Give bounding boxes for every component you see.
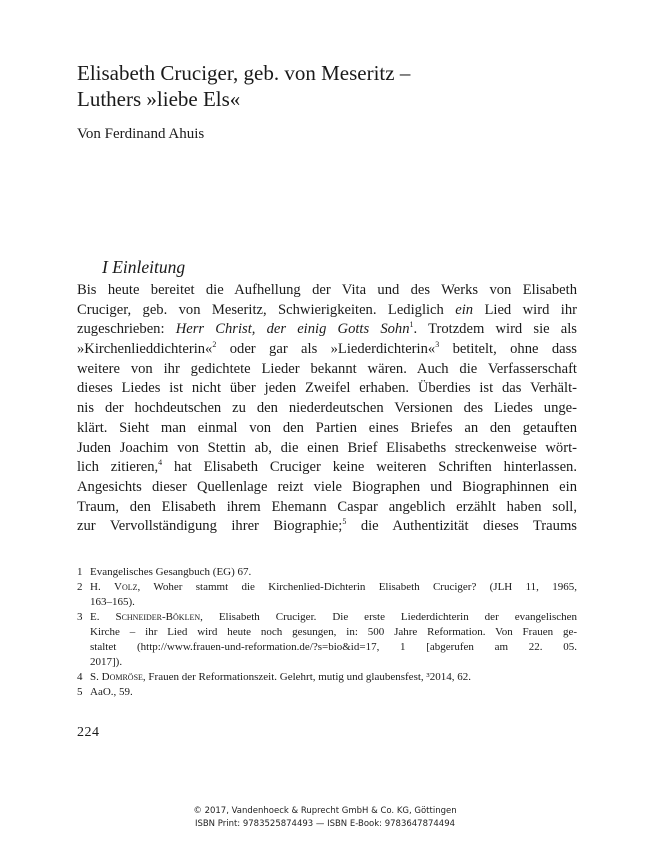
footnote-1 <box>77 565 577 580</box>
article-title-line-1: Elisabeth Cruciger, geb. von Meseritz – <box>77 61 411 85</box>
footnote-number: 2 <box>77 581 83 593</box>
article-title-line-2: Luthers »liebe Els« <box>77 87 241 111</box>
footnote-number: 1 <box>77 566 83 578</box>
body-line: lich zitieren,$^4$ hat Elisabeth Cruciger keine weiteren Schriften hinterlassen. <box>77 458 577 476</box>
section-heading: I Einleitung <box>102 257 186 277</box>
footnote-text: 163–165). <box>90 596 135 608</box>
footnote-ref[interactable]: 5 <box>342 517 347 527</box>
footnote-2 <box>77 580 577 610</box>
footnote-ref[interactable]: 4 <box>158 458 163 468</box>
footnote-text: staltet (http://www.frauen-und-reformation.de/?s=bio&id=17, 1 [abgerufen am 22. 05. <box>90 641 577 653</box>
body-line: klärt. Sieht man einmal von den Partien eines Briefes an den getauften <box>77 419 577 436</box>
body-line: Angesichts dieser Quellenlage reizt viele Biographen und Biographinnen ein <box>77 478 577 495</box>
body-line: weitere von ihr gedichtete Lieder bekannt wären. Auch die Verfasserschaft <box>77 360 577 377</box>
footnote-ref[interactable]: 2 <box>212 340 217 350</box>
footnote-number: 4 <box>77 671 83 683</box>
cited-author: Volz <box>114 581 138 593</box>
footnote-text: 2017]). <box>90 656 123 668</box>
body-line: dieses Liedes ist nicht über jeden Zweifel erhaben. Überdies ist das Verhält- <box>77 380 577 397</box>
body-line: Bis heute bereitet die Aufhellung der Vita und des Werks von Elisabeth <box>77 282 577 298</box>
body-line: Cruciger, geb. von Meseritz, Schwierigkeiten. Lediglich ein Lied wird ihr <box>77 301 577 318</box>
copyright-line: © 2017, Vandenhoeck & Ruprecht GmbH & Co. KG, Göttingen <box>193 806 457 816</box>
copyright-notice <box>0 805 650 831</box>
body-line: zur Vervollständigung ihrer Biographie;$^5$ die Authentizität dieses Traums <box>77 517 577 535</box>
footnote-text: S. Domröse, Frauen der Reformationszeit. Gelehrt, mutig und glaubensfest, ³2014, 62. <box>90 671 471 683</box>
isbn-line: ISBN Print: 9783525874493 — ISBN E-Book: 9783647874494 <box>194 819 456 829</box>
footnote-5 <box>77 685 577 700</box>
body-line: »Kirchenlieddichterin«$^2$ oder gar als »Liederdichterin«$^3$ betitelt, ohne dass <box>77 340 577 358</box>
song-title: Herr Christ, der einig Gotts Sohn <box>175 321 410 338</box>
body-paragraph <box>77 281 577 537</box>
footnote-text: Kirche – ihr Lied wird heute noch gesungen, in: 500 Jahre Reformation. Von Frauen ge- <box>90 626 577 638</box>
emphasis-text: ein <box>455 301 474 318</box>
article-author: Von Ferdinand Ahuis <box>77 126 205 142</box>
footnote-text: E. Schneider-Böklen, Elisabeth Cruciger. Die erste Liederdichterin der evangelischen <box>90 611 577 623</box>
article-title <box>77 60 577 112</box>
footnote-text: Evangelisches Gesangbuch (EG) 67. <box>90 566 252 578</box>
footnote-4 <box>77 670 577 685</box>
body-line: Traum, den Elisabeth ihrem Ehemann Caspar angeblich erzählt haben soll, <box>77 498 577 515</box>
footnote-ref[interactable]: 3 <box>435 340 440 350</box>
cited-author: Schneider-Böklen <box>115 611 201 623</box>
footnotes <box>77 565 577 700</box>
footnote-text: H. Volz, Woher stammt die Kirchenlied-Dichterin Elisabeth Cruciger? (JLH 11, 1965, <box>90 581 577 593</box>
page-number: 224 <box>77 725 100 740</box>
body-line: zugeschrieben: Herr Christ, der einig Gotts Sohn$^1$. Trotzdem wird sie als <box>77 320 577 338</box>
body-line: nis der hochdeutschen zu den niederdeutschen Versionen des Liedes unge- <box>77 400 577 417</box>
footnote-ref[interactable]: 1 <box>409 320 414 330</box>
cited-author: Domröse <box>101 671 143 683</box>
footnote-text: AaO., 59. <box>90 686 133 698</box>
footnote-3 <box>77 610 577 670</box>
body-line: Juden Joachim von Stettin ab, die einen Brief Elisabeths streckenweise wört- <box>77 439 577 456</box>
footnote-number: 5 <box>77 686 83 698</box>
footnote-number: 3 <box>77 611 83 623</box>
